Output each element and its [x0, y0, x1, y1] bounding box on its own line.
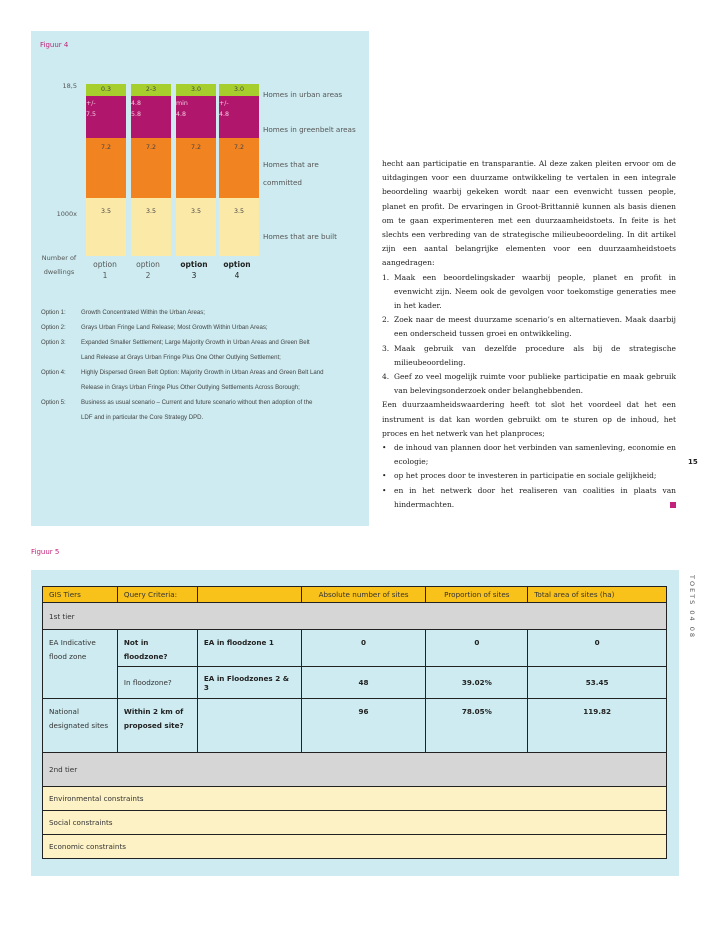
zone-empty [197, 699, 301, 753]
bar-value-label: 2-3 [145, 86, 157, 93]
bar-4-committed-segment [219, 138, 259, 198]
y-label-top: 18,5 [62, 82, 77, 90]
option-1: Option 1: Growth Concentrated Within the Urban Areas; [41, 309, 205, 316]
bar-4-greenbelt-segment [219, 96, 259, 138]
area-value: 119.82 [528, 699, 667, 753]
bar-value-label: 3.5 [145, 208, 156, 215]
bar-value-label: 4.8 [131, 100, 142, 107]
header-blank [197, 587, 301, 603]
area-value: 0 [528, 630, 667, 667]
gis-tiers-table [42, 586, 667, 859]
bar-value-label: 7.2 [145, 144, 156, 151]
article-text [382, 157, 676, 512]
bar-3-urban-segment [176, 84, 216, 96]
table-row [43, 787, 667, 811]
journal-running-head: TOETS 04 08 [688, 575, 696, 639]
intro-paragraph: hecht aan participatie en transparantie. Al deze zaken pleiten ervoor om de uitdagingen voor een duurzame ontwikkeling te vertalen in een integrale beoordeling waarbij gekeken wordt naar een evenwicht tussen people, planet en profit. De ervaringen in Groot-Brittannië kunnen als basis dienen om te gaan experimenteren met een duurzaamheidstoets. In feite is het slechts een verbreding van de strategische milieubeoordeling. In dit artikel zijn een aantal belangrijke elementen voor een duurzaamheidstoets aangedragen: [382, 159, 676, 268]
ea-flood-zone-label: EA Indicative flood zone [43, 630, 118, 699]
bar-4-built-segment [219, 198, 259, 256]
option-label-2: option 2 [136, 260, 160, 280]
option-5: Option 5: Business as usual scenario – Current and future scenario without then adoption of the LDF and in particular the Core Strategy DPD. [41, 399, 313, 421]
table-row [43, 811, 667, 835]
header-absolute-number: Absolute number of sites [301, 587, 426, 603]
bar-value-label: +/- [219, 100, 229, 107]
legend-built: Homes that are built [263, 232, 337, 241]
prop-value: 0 [426, 630, 528, 667]
tier-1-label: 1st tier [43, 603, 667, 630]
bar-value-label: 3.0 [233, 86, 244, 93]
header-proportion: Proportion of sites [426, 587, 528, 603]
option-label-3: option 3 [180, 260, 208, 280]
bar-4-urban-segment [219, 84, 259, 96]
list-item: • de inhoud van plannen door het verbinden van samenleving, economie en ecologie; [382, 443, 676, 467]
bar-2-committed-segment [131, 138, 171, 198]
bar-value-label: 3.5 [100, 208, 111, 215]
end-of-article-mark [670, 502, 676, 508]
criterion-in-floodzone: In floodzone? [117, 667, 197, 699]
legend-committed-2: committed [263, 178, 302, 187]
list-item: 2. Zoek naar de meest duurzame scenario’s en alternatieven. Maak daarbij een onderscheid tussen groei en ontwikkeling. [382, 315, 676, 339]
zone-floodzones-2-3: EA in Floodzones 2 & 3 [197, 667, 301, 699]
bar-value-label: 3.5 [233, 208, 244, 215]
bullet-list [382, 441, 676, 512]
figure-4-caption: Figuur 4 [40, 41, 69, 49]
prop-value: 39.02% [426, 667, 528, 699]
economic-constraints: Economic constraints [43, 835, 667, 859]
abs-value: 0 [301, 630, 426, 667]
bar-value-label: 7.2 [190, 144, 201, 151]
table-row [43, 699, 667, 753]
bar-value-label: 3.5 [190, 208, 201, 215]
abs-value: 48 [301, 667, 426, 699]
bar-1-built-segment [86, 198, 126, 256]
bar-2-urban-segment [131, 84, 171, 96]
option-4: Option 4: Highly Dispersed Green Belt Option: Majority Growth in Urban Areas and Green Belt Land Release in Grays Urban Fringe Plus Other Outlying Settlements Across Borough; [41, 369, 324, 391]
table-row [43, 667, 667, 699]
environmental-constraints: Environmental constraints [43, 787, 667, 811]
figure-4-panel [31, 31, 369, 526]
bar-value-label: 0.3 [100, 86, 111, 93]
national-designated-sites-label: National designated sites [43, 699, 118, 753]
header-gis-tiers: GIS Tiers [43, 587, 118, 603]
bar-3-committed-segment [176, 138, 216, 198]
area-value: 53.45 [528, 667, 667, 699]
option-3: Option 3: Expanded Smaller Settlement; Large Majority Growth in Urban Areas and Green Belt Land Release at Grays Urban Fringe Plus One Other Outlying Settlement; [41, 339, 310, 361]
bar-value-label: 7.5 [86, 111, 97, 118]
options-list [41, 305, 365, 425]
list-item: 1. Maak een beoordelingskader waarbij people, planet en profit in evenwicht zijn. Neem ook de gevolgen voor toekomstige generaties mee in het kader. [382, 272, 676, 311]
option-label-4: option 4 [223, 260, 251, 280]
criterion-within-2km: Within 2 km of proposed site? [117, 699, 197, 753]
bar-value-label: 4.8 [219, 111, 230, 118]
header-total-area: Total area of sites (ha) [528, 587, 667, 603]
legend-committed: Homes that are [263, 160, 319, 169]
option-label-1: option 1 [93, 260, 117, 280]
social-constraints: Social constraints [43, 811, 667, 835]
option-2: Option 2: Grays Urban Fringe Land Release; Most Growth Within Urban Areas; [41, 324, 268, 331]
bar-value-label: +/- [86, 100, 96, 107]
tier-2-label: 2nd tier [43, 753, 667, 787]
table-row [43, 603, 667, 630]
bar-value-label: 5.8 [131, 111, 142, 118]
bar-value-label: 7.2 [233, 144, 244, 151]
y-label-1000x: 1000x [56, 210, 77, 218]
bar-1-urban-segment [86, 84, 126, 96]
bar-value-label: 7.2 [100, 144, 111, 151]
bar-1-greenbelt-segment [86, 96, 126, 138]
closing-paragraph: Een duurzaamheidswaardering heeft tot slot het voordeel dat het een instrument is dat kan worden gebruikt om te sturen op de inhoud, het proces en het netwerk van het planproces; [382, 400, 676, 438]
bar-value-label: min [176, 100, 188, 107]
list-item: • op het proces door te investeren in participatie en sociale gelijkheid; [382, 471, 657, 481]
table-row [43, 753, 667, 787]
numbered-list [382, 271, 676, 399]
prop-value: 78.05% [426, 699, 528, 753]
bar-2-greenbelt-segment [131, 96, 171, 138]
page-number: 15 [688, 458, 698, 466]
table-row [43, 835, 667, 859]
zone-floodzone-1: EA in floodzone 1 [197, 630, 301, 667]
table-header-row [43, 587, 667, 603]
table-row [43, 630, 667, 667]
criterion-not-in-floodzone: Not in floodzone? [117, 630, 197, 667]
bar-1-committed-segment [86, 138, 126, 198]
list-item: 4. Geef zo veel mogelijk ruimte voor publieke participatie en maak gebruik van belevingsonderzoek onder belanghebbenden. [382, 372, 676, 396]
list-item: 3. Maak gebruik van dezelfde procedure als bij de strategische milieubeoordeling. [382, 343, 676, 367]
header-query-criteria: Query Criteria: [117, 587, 197, 603]
y-axis-title: Number of dwellings [41, 254, 77, 276]
list-item: • en in het netwerk door het realiseren van coalities in plaats van hindermachten. [382, 485, 676, 509]
bar-3-greenbelt-segment [176, 96, 216, 138]
bar-2-built-segment [131, 198, 171, 256]
figure-5-caption: Figuur 5 [31, 548, 60, 556]
stacked-bar-chart [86, 84, 272, 254]
legend-greenbelt: Homes in greenbelt areas [263, 125, 356, 134]
bar-value-label: 3.0 [190, 86, 201, 93]
bar-value-label: 4.8 [176, 111, 187, 118]
legend-urban: Homes in urban areas [263, 90, 343, 99]
bar-3-built-segment [176, 198, 216, 256]
abs-value: 96 [301, 699, 426, 753]
